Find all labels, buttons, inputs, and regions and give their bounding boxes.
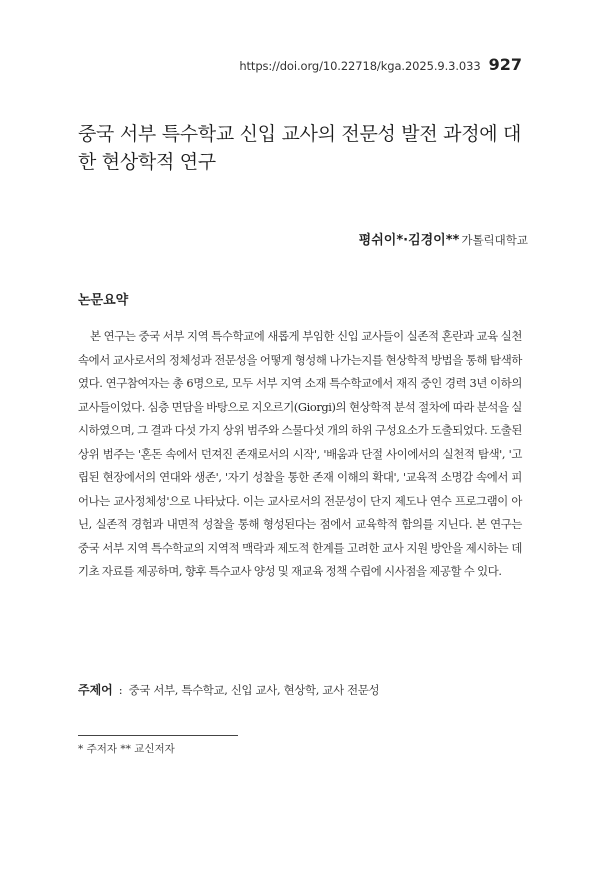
author-names: 평쉬이*·김경이** bbox=[358, 233, 460, 248]
paper-title: 중국 서부 특수학교 신입 교사의 전문성 발전 과정에 대한 현상학적 연구 bbox=[78, 123, 522, 173]
author-affiliation: 가톨릭대학교 bbox=[461, 233, 528, 247]
keywords-label: 주제어 bbox=[78, 683, 113, 697]
footnote: * 주저자 ** 교신저자 bbox=[78, 743, 175, 755]
page-header bbox=[239, 55, 522, 74]
doi-link[interactable]: https://doi.org/10.22718/kga.2025.9.3.033 bbox=[239, 59, 481, 73]
page-number: 927 bbox=[488, 55, 522, 74]
keywords-separator: : bbox=[118, 683, 123, 697]
keywords-line bbox=[78, 681, 379, 698]
keywords-text: 중국 서부, 특수학교, 신입 교사, 현상학, 교사 전문성 bbox=[128, 683, 380, 697]
author-line bbox=[359, 229, 528, 248]
abstract-body: 본 연구는 중국 서부 지역 특수학교에 새롭게 부임한 신입 교사들이 실존적 혼란과 교육 실천 속에서 교사로서의 정체성과 전문성을 어떻게 형성해 나가는지를 현상학적 방법을 통해 탐색하였다. 연구참여자는 총 6명으로, 모두 서부 지역 소재 특수학교에서 재직 중인 경력 3년 이하의 교사들이었다. 심층 면담을 바탕으로 지오르기(Giorgi)의 현상학적 분석 절차에 따라 분석을 실시하였으며, 그 결과 다섯 가지 상위 범주와 스물다섯 개의 하위 구성요소가 도출되었다. 도출된 상위 범주는 '혼돈 속에서 던져진 존재로서의 시작', '배움과 단절 사이에서의 실천적 탐색', '고립된 현장에서의 연대와 생존', '자기 성찰을 통한 존재 이해의 확대', '교육적 소명감 속에서 피어나는 교사정체성'으로 나타났다. 이는 교사로서의 전문성이 단지 제도나 연수 프로그램이 아닌, 실존적 경험과 내면적 성찰을 통해 형성된다는 점에서 교육학적 함의를 지닌다. 본 연구는 중국 서부 지역 특수학교의 지역적 맥락과 제도적 한계를 고려한 교사 지원 방안을 제시하는 데 기초 자료를 제공하며, 향후 특수교사 양성 및 재교육 정책 수립에 시사점을 제공할 수 있다. bbox=[78, 329, 522, 578]
footnote-divider bbox=[78, 735, 238, 736]
abstract-heading: 논문요약 bbox=[78, 293, 129, 308]
